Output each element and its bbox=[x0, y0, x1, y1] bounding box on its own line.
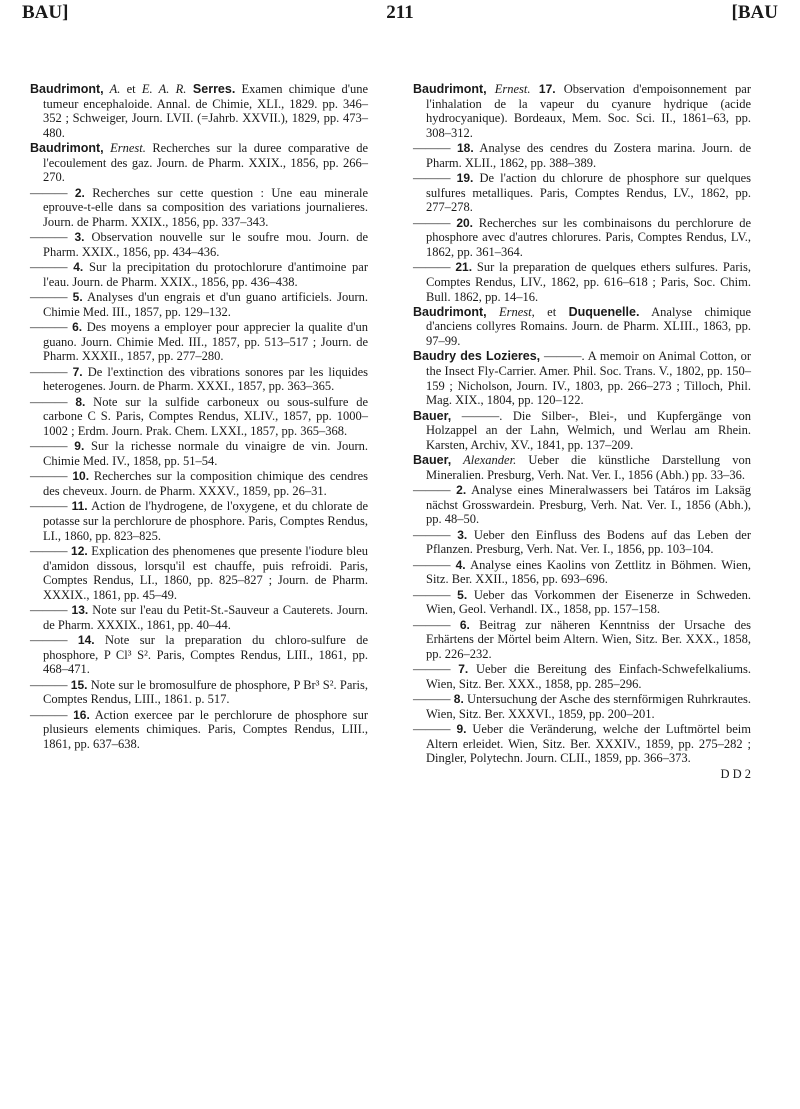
bibliography-entry bbox=[413, 453, 751, 482]
ditto-dash: ——— bbox=[413, 215, 451, 230]
coauthor-name: Duquenelle. bbox=[568, 304, 640, 319]
bibliography-entry bbox=[30, 395, 368, 439]
entry-text: Observation nouvelle sur le soufre mou. Journ. de Pharm. XXIX., 1856, pp. 434–436. bbox=[43, 230, 368, 259]
entry-text: Sur la richesse normale du vinaigre de vin. Journ. Chimie Med. IV., 1858, pp. 51–54. bbox=[43, 439, 368, 469]
author-name: Baudrimont, bbox=[413, 82, 487, 96]
entry-number: 5. bbox=[72, 290, 83, 305]
ditto-dash: ——— bbox=[413, 722, 451, 737]
entry-text: Analyse des cendres du Zostera marina. Journ. de Pharm. XLII., 1862, pp. 388–389. bbox=[426, 141, 751, 170]
author-name: Baudrimont, bbox=[30, 141, 104, 156]
entry-number: 4. bbox=[73, 260, 84, 275]
bibliography-entry bbox=[413, 216, 751, 260]
bibliography-entry bbox=[413, 141, 751, 170]
entry-number: 9. bbox=[74, 439, 85, 454]
page-number: 211 bbox=[386, 2, 414, 23]
entry-text: Ueber die Veränderung, welche der Luftmörtel beim Altern erleidet. Wien, Sitz. Ber. XXXIV., 1859, pp. 275–282 ; Dingler, Polytechn. Journ. CLII., 1859, pp. 366–373. bbox=[426, 722, 751, 766]
ditto-dash: ——— bbox=[30, 290, 68, 305]
bibliography-entry bbox=[413, 528, 751, 557]
entry-text: Sur la precipitation du protochlorure d'antimoine par l'eau. Journ. de Pharm. XXIX., 1856, pp. 436–438. bbox=[43, 260, 368, 289]
bibliography-entry bbox=[30, 678, 368, 707]
entry-number: 3. bbox=[457, 527, 468, 542]
entry-text: Ueber die künstliche Darstellung von Mineralien. Presburg, Verh. Nat. Ver. I., 1856 (Abh.) pp. 33–36. bbox=[426, 453, 751, 482]
ditto-dash: ——— bbox=[30, 260, 68, 275]
ditto-dash: ——— bbox=[30, 185, 68, 200]
entry-text: Ueber die Bereitung des Einfach-Schwefelkaliums. Wien, Sitz. Ber. XXX., 1858, pp. 285–296. bbox=[426, 662, 751, 691]
author-connector: ———. bbox=[451, 408, 513, 423]
bibliography-entry bbox=[30, 320, 368, 364]
entry-text: Beitrag zur näheren Kenntniss der Ursache des Erhärtens der Mörtel beim Altern. Wien, Sitz. Ber. XXX., 1858, pp. 226–232. bbox=[426, 617, 751, 661]
bibliography-entry bbox=[413, 260, 751, 304]
entry-text: A memoir on Animal Cotton, or the Insect Fly-Carrier. Amer. Phil. Soc. Trans. V., 1802, pp. 150–159 ; Nicholson, Journ. IV., 1803, pp. 266–273 ; Tilloch, Phil. Mag. XIX., 1804, pp. 120–122. bbox=[426, 349, 752, 408]
ditto-dash: ——— bbox=[30, 230, 68, 245]
entry-number: 7. bbox=[458, 662, 469, 677]
entry-number: 10. bbox=[72, 469, 90, 484]
page-header bbox=[22, 2, 778, 28]
bibliography-entry bbox=[30, 230, 368, 259]
entry-number: 19. bbox=[456, 171, 474, 186]
entry-number: 18. bbox=[456, 141, 474, 156]
author-name: Bauer, bbox=[413, 408, 452, 423]
ditto-dash: ——— bbox=[413, 692, 451, 707]
ditto-dash: ——— bbox=[30, 394, 68, 409]
entry-text: Note sur le bromosulfure de phosphore, P Br³ S². Paris, Comptes Rendus, LIII., 1861. p. 517. bbox=[43, 677, 368, 707]
bibliography-entry bbox=[30, 469, 368, 498]
entry-text: Des moyens a employer pour apprecier la qualite d'un guano. Journ. Chimie Med. III., 1857, pp. 513–517 ; Journ. de Pharm. XXXII., 1857, pp. 277–280. bbox=[43, 320, 369, 364]
ditto-dash: ——— bbox=[413, 662, 451, 677]
entry-number: 17. bbox=[530, 82, 556, 96]
entry-number: 14. bbox=[77, 633, 95, 648]
ditto-dash: ——— bbox=[30, 469, 68, 484]
bibliography-entry bbox=[413, 171, 751, 215]
bibliography-entry bbox=[413, 305, 751, 349]
bibliography-entry bbox=[413, 692, 751, 721]
entry-number: 6. bbox=[459, 617, 470, 632]
bibliography-entry bbox=[30, 141, 368, 185]
ditto-dash: ——— bbox=[413, 527, 451, 542]
entry-text: Analyse eines Mineralwassers bei Tatáros im Laksäg nächst Grosswardein. Presburg, Verh. Nat. Ver. I., 1856 (Abh.), pp. 48–50. bbox=[426, 483, 751, 527]
bibliography-entry bbox=[30, 365, 368, 394]
ditto-dash: ——— bbox=[30, 677, 68, 692]
ditto-dash: ——— bbox=[30, 633, 68, 648]
entry-text: Recherches sur la composition chimique des cendres des cheveux. Journ. de Pharm. XXXV., 1859, pp. 26–31. bbox=[43, 469, 368, 498]
entry-text: Recherches sur cette question : Une eau minerale eprouve-t-elle dans sa composition des variations journalieres. Journ. de Pharm. XXIX., 1856, pp. 337–343. bbox=[43, 185, 369, 229]
running-head-left: BAU] bbox=[22, 2, 69, 23]
entry-text: Sur la preparation de quelques ethers sulfures. Paris, Comptes Rendus, LIV., 1862, pp. 616–618 ; Paris, Soc. Chim. Bull. 1862, pp. 14–16. bbox=[426, 260, 751, 304]
bibliography-entry bbox=[413, 662, 751, 691]
entry-text: Analyse eines Kaolins von Zettlitz in Böhmen. Wien, Sitz. Ber. XXII., 1856, pp. 693–696. bbox=[426, 557, 751, 587]
entry-number: 15. bbox=[70, 677, 88, 692]
bibliography-entry bbox=[413, 409, 751, 453]
bibliography-entry bbox=[413, 588, 751, 617]
entry-text: Action exercee par le perchlorure de phosphore sur plusieurs elements chimiques. Paris, Comptes Rendus, LIII., 1861, pp. 637–638. bbox=[43, 707, 368, 751]
entry-number: 11. bbox=[71, 499, 88, 514]
author-name: Baudrimont, bbox=[413, 304, 487, 319]
signature-mark: D D 2 bbox=[720, 766, 751, 781]
entry-number: 4. bbox=[455, 557, 466, 572]
entry-number: 13. bbox=[71, 603, 89, 618]
entry-text: De l'action du chlorure de phosphore sur quelques sulfures metalliques. Paris, Comptes Rendus, LV., 1862, pp. 277–278. bbox=[426, 171, 751, 215]
bibliography-entry bbox=[413, 558, 751, 587]
running-head-right: [BAU bbox=[731, 2, 778, 23]
ditto-dash: ——— bbox=[413, 617, 451, 632]
author-connector: et bbox=[534, 304, 569, 319]
bibliography-entry bbox=[413, 82, 751, 140]
bibliography-entry bbox=[413, 483, 751, 527]
entry-text: Ueber das Vorkommen der Eisenerze in Schweden. Wien, Geol. Verhandl. IX., 1858, pp. 157–158. bbox=[426, 587, 752, 617]
ditto-dash: ——— bbox=[413, 483, 451, 498]
entry-number: 16. bbox=[73, 707, 90, 722]
bibliography-entry bbox=[30, 290, 368, 319]
coauthor-name: Serres. bbox=[186, 82, 236, 96]
author-forename: Ernest. bbox=[103, 141, 146, 156]
bibliography-entry bbox=[30, 603, 368, 632]
entry-number: 21. bbox=[455, 260, 473, 275]
author-connector: ———. bbox=[540, 349, 588, 364]
entry-text: Explication des phenomenes que presente l'iodure bleu d'amidon dissous, lorsqu'il est chauffe, puis refroidi. Paris, Comptes Rendus, LI., 1860, pp. 825–827 ; Journ. de Pharm. XXXIX., 1861, pp. 45–49. bbox=[43, 543, 369, 602]
entry-number: 8. bbox=[75, 394, 86, 409]
bibliography-entry bbox=[413, 722, 751, 766]
entry-text: Untersuchung der Asche des sternförmigen Ruhrkrautes. Wien, Sitz. Ber. XXXVI., 1859, pp. 200–201. bbox=[426, 692, 751, 721]
ditto-dash: ——— bbox=[413, 141, 451, 156]
entry-text: Ueber den Einfluss des Bodens auf das Leben der Pflanzen. Presburg, Verh. Nat. Ver. I., 1856, pp. 103–104. bbox=[426, 527, 751, 557]
entry-text: Recherches sur la duree comparative de l'ecoulement des gaz. Journ. de Pharm. XXIX., 1856, pp. 266–270. bbox=[43, 141, 368, 185]
bibliography-entry bbox=[30, 439, 368, 468]
entry-number: 8. bbox=[453, 692, 464, 707]
ditto-dash: ——— bbox=[413, 587, 451, 602]
entry-text: Note sur l'eau du Petit-St.-Sauveur a Cauterets. Journ. de Pharm. XXXIX., 1861, pp. 40–44. bbox=[43, 603, 368, 632]
ditto-dash: ——— bbox=[30, 364, 68, 379]
ditto-dash: ——— bbox=[30, 603, 68, 618]
entry-text: Analyse chimique d'anciens collyres Romains. Journ. de Pharm. XLIII., 1863, pp. 97–99. bbox=[426, 304, 751, 349]
entry-number: 9. bbox=[456, 722, 467, 737]
bibliography-entry bbox=[30, 708, 368, 752]
entry-text: Analyses d'un engrais et d'un guano artificiels. Journ. Chimie Med. III., 1857, pp. 129–132. bbox=[43, 290, 369, 319]
entry-text: Recherches sur les combinaisons du perchlorure de phosphore avec d'autres chlorures. Paris, Comptes Rendus, LV., 1862, pp. 361–364. bbox=[426, 215, 752, 259]
coauthor-forename: E. A. R. bbox=[141, 82, 187, 96]
entry-number: 7. bbox=[72, 364, 83, 379]
bibliography-entry bbox=[30, 544, 368, 602]
ditto-dash: ——— bbox=[30, 543, 68, 558]
entry-number: 2. bbox=[456, 483, 467, 498]
ditto-dash: ——— bbox=[30, 439, 68, 454]
author-name: Baudry des Lozieres, bbox=[413, 349, 541, 364]
entry-number: 6. bbox=[72, 320, 83, 335]
entry-text: Note sur la preparation du chloro-sulfure de phosphore, P Cl³ S². Paris, Comptes Rendus, LIII., 1861, pp. 468–471. bbox=[43, 633, 368, 677]
ditto-dash: ——— bbox=[413, 557, 451, 572]
author-forename: A. bbox=[103, 82, 121, 96]
entry-text: Note sur la sulfide carboneux ou sous-sulfure de carbone C S. Paris, Comptes Rendus, XLIV., 1857, pp. 1000–1002 ; Erdm. Journ. Prak. Chem. LXXI., 1857, pp. 365–368. bbox=[43, 394, 369, 439]
author-forename: Ernest. bbox=[486, 82, 531, 96]
entry-number: 3. bbox=[74, 230, 85, 245]
entry-text: De l'extinction des vibrations sonores par les liquides heterogenes. Journ. de Pharm. XXXI., 1857, pp. 363–365. bbox=[43, 364, 369, 394]
ditto-dash: ——— bbox=[30, 320, 68, 335]
bibliography-entry bbox=[30, 499, 368, 543]
ditto-dash: ——— bbox=[413, 260, 451, 275]
entry-text: Action de l'hydrogene, de l'oxygene, et du chlorate de potasse sur la perchlorure de phosphore. Paris, Comptes Rendus, LI., 1860, pp. 823–825. bbox=[43, 499, 369, 543]
bibliography-entry bbox=[413, 349, 751, 407]
entry-number: 5. bbox=[457, 587, 468, 602]
author-name: Bauer, bbox=[413, 453, 452, 468]
ditto-dash: ——— bbox=[413, 171, 451, 186]
ditto-dash: ——— bbox=[30, 707, 68, 722]
bibliography-entry bbox=[30, 82, 368, 140]
entry-number: 12. bbox=[71, 543, 88, 558]
left-column bbox=[30, 82, 368, 752]
entry-text: Examen chimique d'une tumeur encephaloide. Annal. de Chimie, XLI., 1829. pp. 346–352 ; Schweiger, Journ. LVII. (=Jahrb. XXVII.), 1829, pp. 473–480. bbox=[43, 82, 368, 140]
author-forename: Ernest, bbox=[486, 304, 535, 319]
bibliography-entry bbox=[413, 618, 751, 662]
bibliography-entry bbox=[30, 186, 368, 230]
entry-number: 20. bbox=[456, 215, 473, 230]
entry-text: Die Silber-, Blei-, und Kupfergänge von Holzappel an der Lahn, Welmich, und Werlau am Rhein. Karsten, Archiv, XV., 1841, pp. 137–209. bbox=[426, 408, 752, 452]
author-connector: et bbox=[120, 82, 142, 96]
ditto-dash: ——— bbox=[30, 499, 68, 514]
bibliography-entry bbox=[30, 633, 368, 677]
entry-text: Observation d'empoisonnement par l'inhalation de la vapeur du cyanure hydrique (acide hydrocyanique). Bordeaux, Mem. Soc. Sci. II., 1861–63, pp. 308–312. bbox=[426, 82, 751, 140]
bibliography-entry bbox=[30, 260, 368, 289]
entry-number: 2. bbox=[74, 185, 85, 200]
author-name: Baudrimont, bbox=[30, 82, 104, 96]
author-forename: Alexander. bbox=[451, 453, 517, 468]
right-column bbox=[413, 82, 752, 781]
